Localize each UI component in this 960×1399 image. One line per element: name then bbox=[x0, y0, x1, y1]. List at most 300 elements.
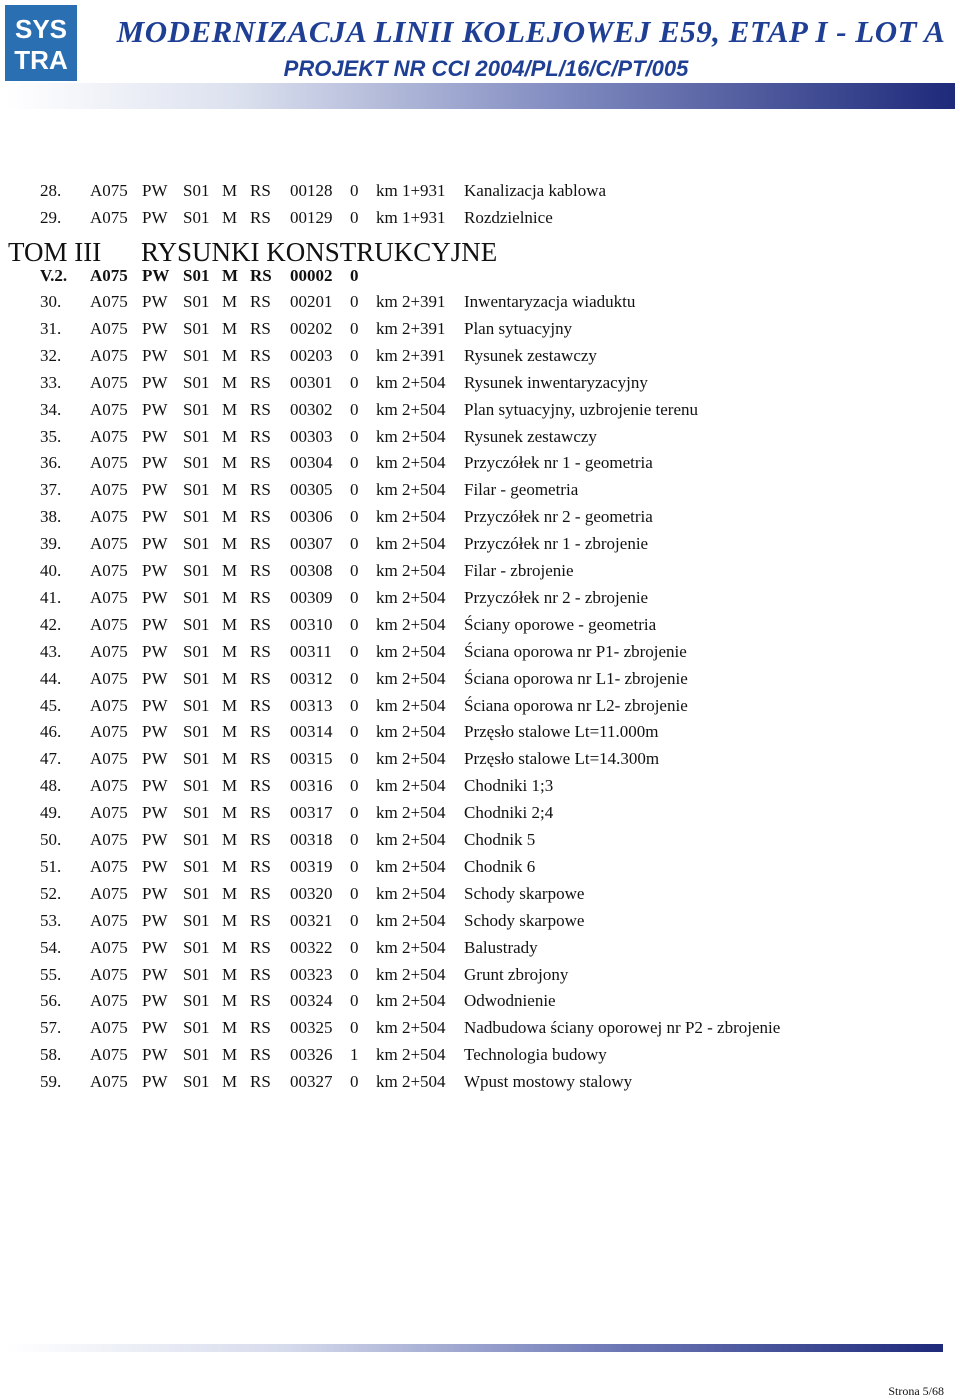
row-description: Ściany oporowe - geometria bbox=[464, 615, 657, 634]
row-type: RS bbox=[250, 830, 271, 849]
row-type: RS bbox=[250, 884, 271, 903]
row-branch: M bbox=[222, 1072, 238, 1091]
row-prefix: A075 bbox=[90, 830, 128, 849]
row-prefix: A075 bbox=[90, 534, 128, 553]
row-stage: PW bbox=[142, 696, 168, 715]
row-prefix: A075 bbox=[90, 1045, 128, 1064]
row-type: RS bbox=[250, 965, 271, 984]
row-section: S01 bbox=[183, 722, 210, 741]
row-code: 00314 bbox=[290, 722, 333, 741]
row-km: km 2+504 bbox=[376, 965, 446, 984]
row-number: 30. bbox=[40, 292, 62, 311]
row-description: Przyczółek nr 1 - zbrojenie bbox=[464, 534, 649, 553]
row-code: 00308 bbox=[290, 561, 333, 580]
row-branch: M bbox=[222, 749, 238, 768]
row-type: RS bbox=[250, 400, 271, 419]
row-revision: 0 bbox=[350, 181, 359, 200]
row-section: S01 bbox=[183, 427, 210, 446]
row-stage: PW bbox=[142, 938, 168, 957]
row-code: 00316 bbox=[290, 776, 333, 795]
row-type: RS bbox=[250, 346, 271, 365]
row-stage: PW bbox=[142, 561, 168, 580]
row-code: 00322 bbox=[290, 938, 333, 957]
row-prefix: A075 bbox=[90, 884, 128, 903]
row-type: RS bbox=[250, 857, 271, 876]
row-km: km 2+504 bbox=[376, 427, 446, 446]
row-code: 00311 bbox=[290, 642, 332, 661]
row-type: RS bbox=[250, 266, 272, 285]
row-type: RS bbox=[250, 588, 271, 607]
row-km: km 2+504 bbox=[376, 776, 446, 795]
row-stage: PW bbox=[142, 373, 168, 392]
row-km: km 2+504 bbox=[376, 722, 446, 741]
row-section: S01 bbox=[183, 1045, 210, 1064]
row-revision: 0 bbox=[350, 965, 359, 984]
row-number: 48. bbox=[40, 776, 62, 795]
row-section: S01 bbox=[183, 453, 210, 472]
row-stage: PW bbox=[142, 507, 168, 526]
row-stage: PW bbox=[142, 911, 168, 930]
row-branch: M bbox=[222, 507, 238, 526]
row-revision: 0 bbox=[350, 1018, 359, 1037]
row-section: S01 bbox=[183, 561, 210, 580]
row-section: S01 bbox=[183, 696, 210, 715]
row-type: RS bbox=[250, 938, 271, 957]
row-prefix: A075 bbox=[90, 266, 128, 285]
row-description: Przęsło stalowe Lt=11.000m bbox=[464, 722, 659, 741]
row-prefix: A075 bbox=[90, 803, 128, 822]
row-number: 46. bbox=[40, 722, 62, 741]
row-stage: PW bbox=[142, 400, 168, 419]
row-type: RS bbox=[250, 669, 271, 688]
row-number: 52. bbox=[40, 884, 62, 903]
row-revision: 0 bbox=[350, 208, 359, 227]
row-stage: PW bbox=[142, 480, 168, 499]
row-prefix: A075 bbox=[90, 938, 128, 957]
row-code: 00303 bbox=[290, 427, 333, 446]
row-branch: M bbox=[222, 911, 238, 930]
row-number: 36. bbox=[40, 453, 62, 472]
row-type: RS bbox=[250, 427, 271, 446]
row-description: Technologia budowy bbox=[464, 1045, 607, 1064]
row-stage: PW bbox=[142, 669, 168, 688]
row-code: 00305 bbox=[290, 480, 333, 499]
row-section: S01 bbox=[183, 319, 210, 338]
row-km: km 2+504 bbox=[376, 534, 446, 553]
row-number: 54. bbox=[40, 938, 62, 957]
row-stage: PW bbox=[142, 266, 170, 285]
row-section: S01 bbox=[183, 400, 210, 419]
row-branch: M bbox=[222, 642, 238, 661]
row-prefix: A075 bbox=[90, 722, 128, 741]
row-km: km 2+391 bbox=[376, 292, 446, 311]
row-prefix: A075 bbox=[90, 642, 128, 661]
row-km: km 2+504 bbox=[376, 911, 446, 930]
row-stage: PW bbox=[142, 319, 168, 338]
row-km: km 2+391 bbox=[376, 319, 446, 338]
row-number: 31. bbox=[40, 319, 62, 338]
row-prefix: A075 bbox=[90, 857, 128, 876]
row-km: km 1+931 bbox=[376, 181, 446, 200]
row-stage: PW bbox=[142, 427, 168, 446]
row-branch: M bbox=[222, 266, 239, 285]
row-branch: M bbox=[222, 803, 238, 822]
row-revision: 0 bbox=[350, 1072, 359, 1091]
row-description: Ściana oporowa nr L1- zbrojenie bbox=[464, 669, 688, 688]
row-section: S01 bbox=[183, 1018, 210, 1037]
row-type: RS bbox=[250, 181, 271, 200]
row-number: 43. bbox=[40, 642, 62, 661]
row-type: RS bbox=[250, 319, 271, 338]
row-description: Nadbudowa ściany oporowej nr P2 - zbrojenie bbox=[464, 1018, 781, 1037]
row-km: km 2+391 bbox=[376, 346, 446, 365]
row-prefix: A075 bbox=[90, 181, 128, 200]
row-stage: PW bbox=[142, 534, 168, 553]
row-revision: 0 bbox=[350, 346, 359, 365]
row-description: Plan sytuacyjny, uzbrojenie terenu bbox=[464, 400, 698, 419]
row-code: 00002 bbox=[290, 266, 333, 285]
row-number: 45. bbox=[40, 696, 62, 715]
row-km: km 2+504 bbox=[376, 480, 446, 499]
row-section: S01 bbox=[183, 749, 210, 768]
row-description: Wpust mostowy stalowy bbox=[464, 1072, 633, 1091]
row-description: Schody skarpowe bbox=[464, 884, 585, 903]
row-branch: M bbox=[222, 534, 238, 553]
row-number: 40. bbox=[40, 561, 62, 580]
row-branch: M bbox=[222, 776, 238, 795]
row-section: S01 bbox=[183, 830, 210, 849]
row-number: 41. bbox=[40, 588, 62, 607]
row-revision: 0 bbox=[350, 857, 359, 876]
row-stage: PW bbox=[142, 588, 168, 607]
row-branch: M bbox=[222, 884, 238, 903]
row-description: Chodnik 6 bbox=[464, 857, 536, 876]
row-branch: M bbox=[222, 1018, 238, 1037]
row-prefix: A075 bbox=[90, 991, 128, 1010]
row-km: km 2+504 bbox=[376, 1045, 446, 1064]
row-revision: 0 bbox=[350, 776, 359, 795]
row-number: 35. bbox=[40, 427, 62, 446]
row-description: Rysunek zestawczy bbox=[464, 427, 597, 446]
row-stage: PW bbox=[142, 181, 168, 200]
page-number: Strona 5/68 bbox=[888, 1384, 944, 1398]
row-number: 59. bbox=[40, 1072, 62, 1091]
row-type: RS bbox=[250, 507, 271, 526]
row-number: 50. bbox=[40, 830, 62, 849]
row-section: S01 bbox=[183, 884, 210, 903]
row-branch: M bbox=[222, 400, 238, 419]
row-section: S01 bbox=[183, 292, 210, 311]
row-km: km 2+504 bbox=[376, 507, 446, 526]
row-description: Chodnik 5 bbox=[464, 830, 536, 849]
row-revision: 0 bbox=[350, 696, 359, 715]
row-type: RS bbox=[250, 453, 271, 472]
row-revision: 0 bbox=[350, 803, 359, 822]
row-type: RS bbox=[250, 534, 271, 553]
row-code: 00321 bbox=[290, 911, 333, 930]
row-revision: 0 bbox=[350, 427, 359, 446]
row-type: RS bbox=[250, 776, 271, 795]
row-branch: M bbox=[222, 181, 238, 200]
row-revision: 0 bbox=[350, 669, 359, 688]
row-description: Rysunek zestawczy bbox=[464, 346, 597, 365]
row-km: km 2+504 bbox=[376, 991, 446, 1010]
row-revision: 0 bbox=[350, 453, 359, 472]
row-prefix: A075 bbox=[90, 669, 128, 688]
row-code: 00202 bbox=[290, 319, 333, 338]
systra-logo bbox=[5, 5, 77, 81]
row-prefix: A075 bbox=[90, 480, 128, 499]
row-number: V.2. bbox=[40, 266, 68, 285]
row-number: 56. bbox=[40, 991, 62, 1010]
row-km: km 2+504 bbox=[376, 588, 446, 607]
row-description: Balustrady bbox=[464, 938, 538, 957]
row-prefix: A075 bbox=[90, 507, 128, 526]
row-number: 38. bbox=[40, 507, 62, 526]
row-code: 00312 bbox=[290, 669, 333, 688]
row-revision: 0 bbox=[350, 480, 359, 499]
row-branch: M bbox=[222, 453, 238, 472]
row-branch: M bbox=[222, 588, 238, 607]
row-branch: M bbox=[222, 346, 238, 365]
row-stage: PW bbox=[142, 453, 168, 472]
row-revision: 0 bbox=[350, 938, 359, 957]
row-description: Grunt zbrojony bbox=[464, 965, 569, 984]
row-section: S01 bbox=[183, 991, 210, 1010]
row-km: km 2+504 bbox=[376, 803, 446, 822]
row-code: 00309 bbox=[290, 588, 333, 607]
footer-gradient-bar bbox=[5, 1344, 943, 1352]
row-number: 47. bbox=[40, 749, 62, 768]
row-type: RS bbox=[250, 1045, 271, 1064]
row-code: 00320 bbox=[290, 884, 333, 903]
row-revision: 0 bbox=[350, 615, 359, 634]
row-type: RS bbox=[250, 1018, 271, 1037]
row-section: S01 bbox=[183, 938, 210, 957]
row-number: 55. bbox=[40, 965, 62, 984]
row-branch: M bbox=[222, 208, 238, 227]
row-section: S01 bbox=[183, 266, 210, 285]
row-revision: 0 bbox=[350, 884, 359, 903]
row-stage: PW bbox=[142, 615, 168, 634]
row-branch: M bbox=[222, 319, 238, 338]
row-number: 39. bbox=[40, 534, 62, 553]
row-branch: M bbox=[222, 292, 238, 311]
row-prefix: A075 bbox=[90, 615, 128, 634]
row-description: Przyczółek nr 2 - zbrojenie bbox=[464, 588, 649, 607]
row-revision: 0 bbox=[350, 292, 359, 311]
row-description: Przęsło stalowe Lt=14.300m bbox=[464, 749, 660, 768]
row-prefix: A075 bbox=[90, 1018, 128, 1037]
row-section: S01 bbox=[183, 507, 210, 526]
row-section: S01 bbox=[183, 480, 210, 499]
row-code: 00304 bbox=[290, 453, 333, 472]
row-number: 57. bbox=[40, 1018, 62, 1037]
row-description: Filar - zbrojenie bbox=[464, 561, 574, 580]
row-number: 28. bbox=[40, 181, 62, 200]
row-section: S01 bbox=[183, 911, 210, 930]
row-number: 34. bbox=[40, 400, 62, 419]
row-section: S01 bbox=[183, 642, 210, 661]
row-type: RS bbox=[250, 480, 271, 499]
row-km: km 2+504 bbox=[376, 696, 446, 715]
row-type: RS bbox=[250, 642, 271, 661]
row-prefix: A075 bbox=[90, 749, 128, 768]
row-section: S01 bbox=[183, 373, 210, 392]
row-branch: M bbox=[222, 1045, 238, 1064]
row-stage: PW bbox=[142, 292, 168, 311]
row-branch: M bbox=[222, 938, 238, 957]
row-code: 00201 bbox=[290, 292, 333, 311]
row-km: km 1+931 bbox=[376, 208, 446, 227]
row-code: 00313 bbox=[290, 696, 333, 715]
row-revision: 0 bbox=[350, 588, 359, 607]
row-code: 00302 bbox=[290, 400, 333, 419]
row-code: 00327 bbox=[290, 1072, 333, 1091]
row-code: 00323 bbox=[290, 965, 333, 984]
row-branch: M bbox=[222, 991, 238, 1010]
row-type: RS bbox=[250, 208, 271, 227]
row-km: km 2+504 bbox=[376, 830, 446, 849]
row-stage: PW bbox=[142, 965, 168, 984]
row-type: RS bbox=[250, 803, 271, 822]
row-prefix: A075 bbox=[90, 588, 128, 607]
row-type: RS bbox=[250, 615, 271, 634]
row-type: RS bbox=[250, 292, 271, 311]
row-number: 42. bbox=[40, 615, 62, 634]
row-section: S01 bbox=[183, 776, 210, 795]
row-code: 00325 bbox=[290, 1018, 333, 1037]
row-revision: 0 bbox=[350, 561, 359, 580]
row-description: Rysunek inwentaryzacyjny bbox=[464, 373, 648, 392]
row-branch: M bbox=[222, 965, 238, 984]
row-description: Filar - geometria bbox=[464, 480, 579, 499]
row-description: Ściana oporowa nr L2- zbrojenie bbox=[464, 696, 688, 715]
row-section: S01 bbox=[183, 803, 210, 822]
row-prefix: A075 bbox=[90, 400, 128, 419]
row-code: 00203 bbox=[290, 346, 333, 365]
row-number: 51. bbox=[40, 857, 62, 876]
row-branch: M bbox=[222, 722, 238, 741]
row-section: S01 bbox=[183, 965, 210, 984]
row-type: RS bbox=[250, 722, 271, 741]
logo-text-top: SYS bbox=[14, 14, 68, 44]
row-prefix: A075 bbox=[90, 1072, 128, 1091]
row-prefix: A075 bbox=[90, 346, 128, 365]
row-code: 00324 bbox=[290, 991, 333, 1010]
row-revision: 1 bbox=[350, 1045, 359, 1064]
row-stage: PW bbox=[142, 346, 168, 365]
row-prefix: A075 bbox=[90, 911, 128, 930]
row-prefix: A075 bbox=[90, 776, 128, 795]
row-section: S01 bbox=[183, 1072, 210, 1091]
row-km: km 2+504 bbox=[376, 642, 446, 661]
row-prefix: A075 bbox=[90, 696, 128, 715]
row-code: 00315 bbox=[290, 749, 333, 768]
row-km: km 2+504 bbox=[376, 884, 446, 903]
row-prefix: A075 bbox=[90, 319, 128, 338]
row-description: Przyczółek nr 2 - geometria bbox=[464, 507, 653, 526]
row-code: 00318 bbox=[290, 830, 333, 849]
row-section: S01 bbox=[183, 588, 210, 607]
row-stage: PW bbox=[142, 208, 168, 227]
row-code: 00319 bbox=[290, 857, 333, 876]
row-description: Rozdzielnice bbox=[464, 208, 553, 227]
row-branch: M bbox=[222, 669, 238, 688]
row-section: S01 bbox=[183, 208, 210, 227]
row-stage: PW bbox=[142, 722, 168, 741]
row-stage: PW bbox=[142, 1072, 168, 1091]
row-description: Inwentaryzacja wiaduktu bbox=[464, 292, 636, 311]
row-prefix: A075 bbox=[90, 561, 128, 580]
row-code: 00129 bbox=[290, 208, 333, 227]
row-type: RS bbox=[250, 696, 271, 715]
row-section: S01 bbox=[183, 857, 210, 876]
row-revision: 0 bbox=[350, 266, 359, 285]
row-type: RS bbox=[250, 561, 271, 580]
row-description: Ściana oporowa nr P1- zbrojenie bbox=[464, 642, 687, 661]
row-branch: M bbox=[222, 373, 238, 392]
row-prefix: A075 bbox=[90, 373, 128, 392]
row-branch: M bbox=[222, 696, 238, 715]
row-branch: M bbox=[222, 830, 238, 849]
row-section: S01 bbox=[183, 346, 210, 365]
row-revision: 0 bbox=[350, 534, 359, 553]
row-stage: PW bbox=[142, 803, 168, 822]
row-stage: PW bbox=[142, 830, 168, 849]
row-prefix: A075 bbox=[90, 965, 128, 984]
section-label: TOM III bbox=[8, 237, 102, 267]
row-code: 00128 bbox=[290, 181, 333, 200]
row-km: km 2+504 bbox=[376, 615, 446, 634]
row-km: km 2+504 bbox=[376, 1018, 446, 1037]
section-name: RYSUNKI KONSTRUKCYJNE bbox=[141, 237, 498, 267]
row-stage: PW bbox=[142, 1018, 168, 1037]
row-section: S01 bbox=[183, 669, 210, 688]
row-revision: 0 bbox=[350, 911, 359, 930]
row-revision: 0 bbox=[350, 749, 359, 768]
row-revision: 0 bbox=[350, 507, 359, 526]
header-gradient-bar bbox=[5, 83, 955, 109]
row-number: 32. bbox=[40, 346, 62, 365]
row-number: 29. bbox=[40, 208, 62, 227]
row-branch: M bbox=[222, 427, 238, 446]
row-type: RS bbox=[250, 911, 271, 930]
row-description: Przyczółek nr 1 - geometria bbox=[464, 453, 653, 472]
row-km: km 2+504 bbox=[376, 561, 446, 580]
row-revision: 0 bbox=[350, 642, 359, 661]
row-description: Chodniki 2;4 bbox=[464, 803, 554, 822]
row-stage: PW bbox=[142, 1045, 168, 1064]
row-stage: PW bbox=[142, 776, 168, 795]
row-prefix: A075 bbox=[90, 208, 128, 227]
row-section: S01 bbox=[183, 534, 210, 553]
row-number: 53. bbox=[40, 911, 62, 930]
row-code: 00326 bbox=[290, 1045, 333, 1064]
row-prefix: A075 bbox=[90, 292, 128, 311]
row-description: Chodniki 1;3 bbox=[464, 776, 554, 795]
row-type: RS bbox=[250, 1072, 271, 1091]
row-code: 00306 bbox=[290, 507, 333, 526]
row-number: 58. bbox=[40, 1045, 62, 1064]
row-number: 37. bbox=[40, 480, 62, 499]
row-km: km 2+504 bbox=[376, 669, 446, 688]
row-prefix: A075 bbox=[90, 427, 128, 446]
row-revision: 0 bbox=[350, 991, 359, 1010]
row-code: 00301 bbox=[290, 373, 333, 392]
row-revision: 0 bbox=[350, 830, 359, 849]
row-stage: PW bbox=[142, 884, 168, 903]
